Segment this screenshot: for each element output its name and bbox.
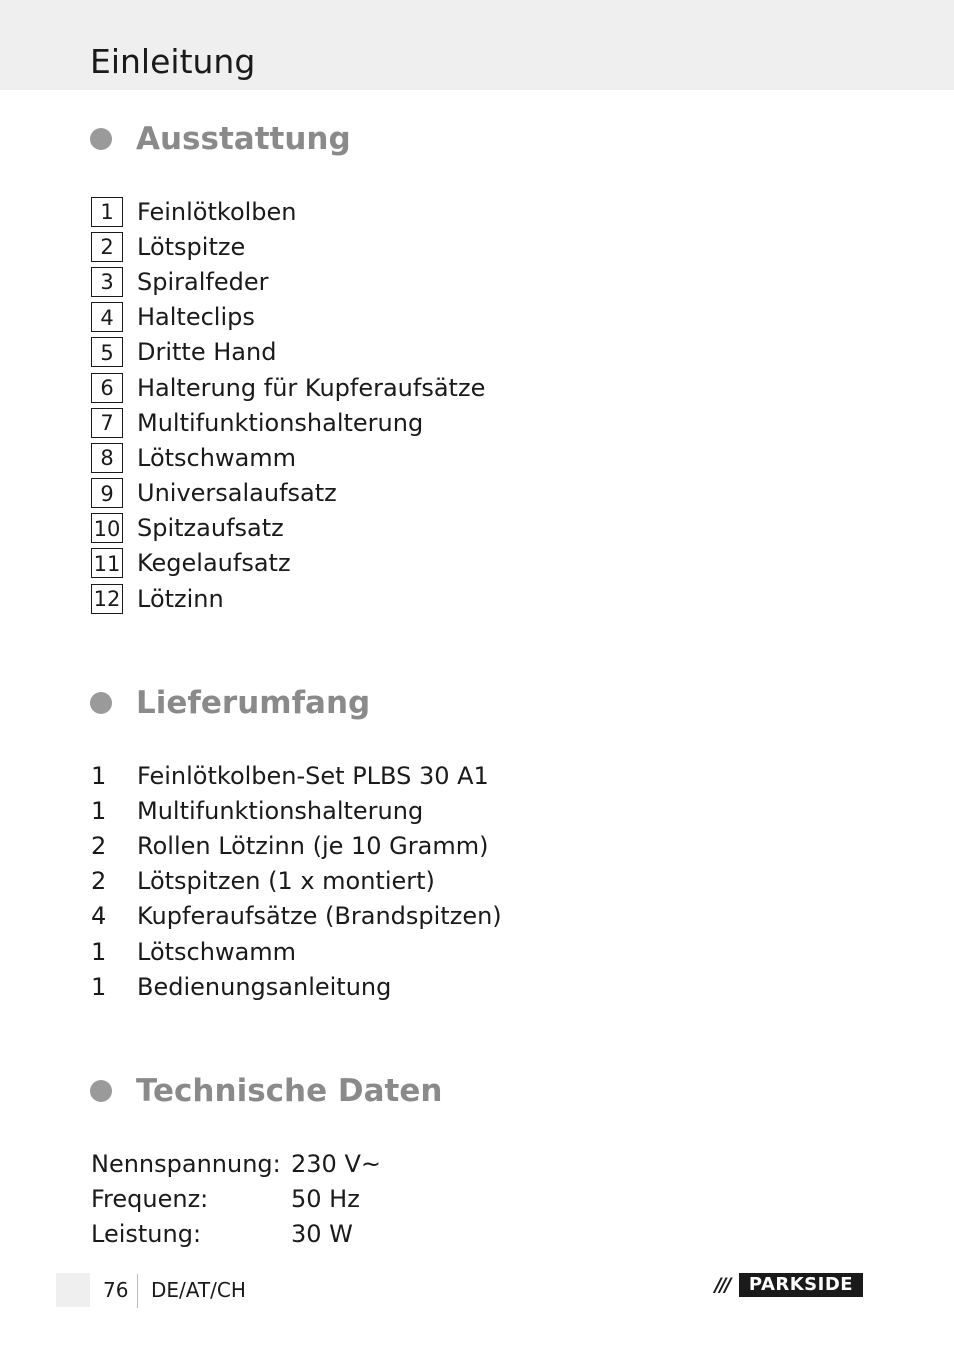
list-item bbox=[91, 864, 502, 899]
list-item bbox=[91, 300, 485, 335]
page-number: 76 bbox=[103, 1278, 129, 1302]
list-item bbox=[91, 440, 485, 475]
item-quantity: 1 bbox=[91, 761, 107, 790]
spec-value: 50 Hz bbox=[291, 1184, 360, 1213]
specs-table bbox=[91, 1146, 381, 1251]
item-number: 12 bbox=[91, 584, 123, 614]
section-title: Ausstattung bbox=[136, 121, 351, 157]
item-number: 10 bbox=[91, 513, 123, 543]
logo-wordmark: PARKSIDE bbox=[748, 1274, 854, 1295]
spec-label: Frequenz: bbox=[91, 1184, 209, 1213]
list-item bbox=[91, 370, 485, 405]
item-number: 4 bbox=[91, 302, 123, 332]
item-label: Lötspitzen (1 x montiert) bbox=[137, 867, 435, 896]
item-number: 8 bbox=[91, 443, 123, 473]
table-row bbox=[91, 1216, 381, 1251]
item-label: Kegelaufsatz bbox=[137, 549, 291, 578]
country-code: DE/AT/CH bbox=[151, 1278, 246, 1302]
circle-bullet-icon bbox=[90, 1080, 112, 1102]
scope-list bbox=[91, 758, 502, 1004]
item-label: Kupferaufsätze (Brandspitzen) bbox=[137, 902, 502, 931]
item-label: Dritte Hand bbox=[137, 338, 277, 367]
item-quantity: 1 bbox=[91, 796, 107, 825]
parkside-logo bbox=[705, 1273, 863, 1297]
table-row bbox=[91, 1146, 381, 1181]
item-quantity: 1 bbox=[91, 972, 107, 1001]
item-number: 11 bbox=[91, 548, 123, 578]
list-item bbox=[91, 335, 485, 370]
item-label: Halterung für Kupferaufsätze bbox=[137, 373, 486, 402]
section-title: Technische Daten bbox=[136, 1073, 443, 1109]
list-item bbox=[91, 229, 485, 264]
item-label: Lötzinn bbox=[137, 584, 224, 613]
item-label: Feinlötkolben-Set PLBS 30 A1 bbox=[137, 761, 489, 790]
list-item bbox=[91, 899, 502, 934]
spec-label: Nennspannung: bbox=[91, 1149, 281, 1178]
item-number: 1 bbox=[91, 197, 123, 227]
page-title: Einleitung bbox=[90, 42, 256, 81]
section-title: Lieferumfang bbox=[136, 685, 371, 721]
list-item bbox=[91, 934, 502, 969]
list-item bbox=[91, 969, 502, 1004]
list-item bbox=[91, 758, 502, 793]
list-item bbox=[91, 581, 485, 616]
item-label: Spiralfeder bbox=[137, 267, 269, 296]
table-row bbox=[91, 1181, 381, 1216]
spec-label: Leistung: bbox=[91, 1219, 202, 1248]
section-heading-features bbox=[90, 119, 351, 159]
list-item bbox=[91, 405, 485, 440]
footer-marker bbox=[56, 1273, 90, 1307]
item-number: 7 bbox=[91, 408, 123, 438]
item-label: Halteclips bbox=[137, 303, 255, 332]
item-quantity: 2 bbox=[91, 831, 107, 860]
circle-bullet-icon bbox=[90, 128, 112, 150]
section-heading-scope bbox=[90, 683, 370, 723]
item-label: Multifunktionshalterung bbox=[137, 408, 424, 437]
item-label: Bedienungsanleitung bbox=[137, 972, 392, 1001]
footer-divider bbox=[137, 1274, 138, 1308]
item-label: Lötschwamm bbox=[137, 443, 297, 472]
item-quantity: 2 bbox=[91, 867, 107, 896]
item-label: Rollen Lötzinn (je 10 Gramm) bbox=[137, 831, 489, 860]
spec-value: 30 W bbox=[291, 1219, 353, 1248]
item-quantity: 4 bbox=[91, 902, 107, 931]
list-item bbox=[91, 828, 502, 863]
spec-value: 230 V~ bbox=[291, 1149, 381, 1178]
features-list bbox=[91, 194, 485, 616]
item-label: Lötspitze bbox=[137, 232, 246, 261]
list-item bbox=[91, 511, 485, 546]
item-label: Feinlötkolben bbox=[137, 197, 297, 226]
circle-bullet-icon bbox=[90, 692, 112, 714]
item-number: 5 bbox=[91, 337, 123, 367]
item-label: Lötschwamm bbox=[137, 937, 297, 966]
item-label: Universalaufsatz bbox=[137, 479, 337, 508]
list-item bbox=[91, 546, 485, 581]
item-number: 2 bbox=[91, 232, 123, 262]
logo-slashes: /// bbox=[705, 1273, 739, 1297]
list-item bbox=[91, 194, 485, 229]
item-label: Spitzaufsatz bbox=[137, 514, 284, 543]
list-item bbox=[91, 476, 485, 511]
item-number: 9 bbox=[91, 478, 123, 508]
item-number: 6 bbox=[91, 373, 123, 403]
item-label: Multifunktionshalterung bbox=[137, 796, 424, 825]
list-item bbox=[91, 264, 485, 299]
item-quantity: 1 bbox=[91, 937, 107, 966]
item-number: 3 bbox=[91, 267, 123, 297]
list-item bbox=[91, 793, 502, 828]
section-heading-specs bbox=[90, 1071, 442, 1111]
